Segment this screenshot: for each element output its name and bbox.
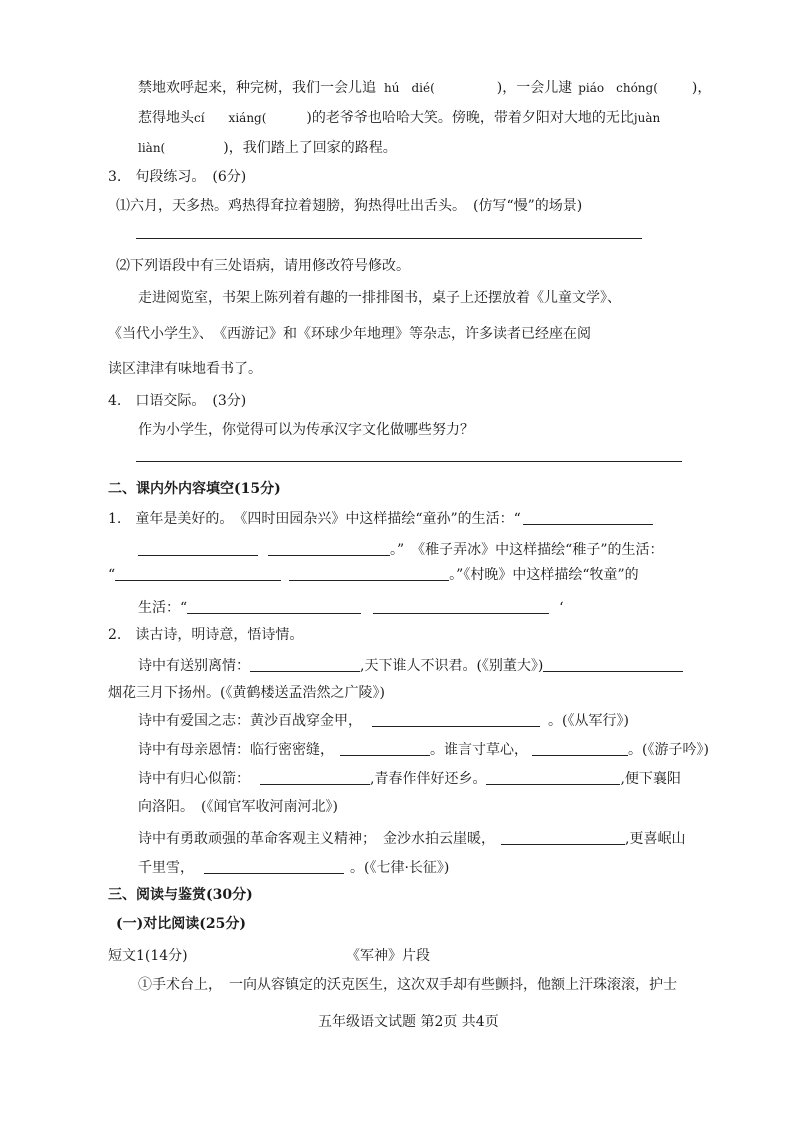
- question-4-title: 4. 口语交际。 (3分): [108, 393, 247, 409]
- answer-blank[interactable]: [187, 599, 361, 614]
- poem-line-5: 诗中有勇敢顽强的革命客观主义精神； 金沙水拍云崖暖， ,更喜岷山: [138, 831, 686, 847]
- answer-blank[interactable]: [373, 599, 549, 614]
- passage-line-1: 走进阅览室，书架上陈列着有趣的一排排图书，桌子上还摆放着《儿童文学》、: [138, 290, 621, 306]
- section-2-title: 二、课内外内容填空(15分): [108, 481, 281, 497]
- fill-q1-line-2: 。” 《稚子弄冰》中这样描绘“稚子”的生活：: [138, 540, 663, 560]
- answer-blank[interactable]: [340, 741, 430, 756]
- fill-q1-line-3: “ 。”《村晚》中这样描绘“牧童”的: [108, 567, 639, 583]
- answer-line-3-1[interactable]: [136, 238, 642, 239]
- answer-blank[interactable]: [268, 541, 390, 556]
- poem-line-4: 诗中有归心似箭： ,青春作伴好还乡。 ,便下襄阳: [138, 771, 681, 787]
- question-3-title: 3. 句段练习。 (6分): [108, 169, 247, 185]
- answer-blank[interactable]: [289, 566, 449, 581]
- answer-blank[interactable]: [543, 657, 683, 672]
- fill-pinyin-line-2: 惹得地头cí xiáng( )的老爷爷也哈哈大笑。傍晚，带着夕阳对大地的无比juàn: [138, 110, 661, 126]
- answer-blank[interactable]: [260, 770, 370, 785]
- answer-blank[interactable]: [486, 770, 620, 785]
- poem-line-1: 诗中有送别离情： ,天下谁人不识君。(《别董大》): [138, 656, 683, 676]
- section-3-subtitle: (一)对比阅读(25分): [116, 916, 246, 932]
- poem-line-5b: 千里雪， 。(《七律·长征》): [138, 860, 450, 876]
- passage-line-3: 读区津津有味地看书了。: [108, 361, 262, 377]
- passage-title: 《军神》片段: [346, 948, 430, 964]
- answer-blank[interactable]: [250, 657, 360, 672]
- question-3-2: ⑵下列语段中有三处语病，请用修改符号修改。: [116, 258, 410, 274]
- page-footer: 五年级语文试题 第2页 共4页: [318, 1014, 499, 1030]
- passage-label: 短文1(14分): [108, 948, 188, 964]
- answer-blank[interactable]: [372, 712, 540, 727]
- passage-paragraph-1: ①手术台上， 一向从容镇定的沃克医生，这次双手却有些颤抖，他额上汗珠滚滚，护士: [138, 977, 677, 993]
- answer-line-4[interactable]: [136, 461, 682, 462]
- poem-line-1b: 烟花三月下扬州。(《黄鹤楼送孟浩然之广陵》): [108, 685, 385, 701]
- passage-line-2: 《当代小学生》、 《西游记》和《环球少年地理》等杂志，许多读者已经座在阅: [108, 326, 591, 342]
- answer-blank[interactable]: [532, 741, 628, 756]
- fill-pinyin-line-3: liàn( )，我们踏上了回家的路程。: [138, 140, 397, 156]
- answer-blank[interactable]: [138, 541, 258, 556]
- poem-line-4b: 向洛阳。 (《闻官军收河南河北》): [138, 799, 338, 815]
- question-4-prompt: 作为小学生，你觉得可以为传承汉字文化做哪些努力？: [138, 422, 474, 438]
- answer-blank[interactable]: [115, 566, 281, 581]
- question-3-1: ⑴六月，天多热。鸡热得耷拉着翅膀，狗热得吐出舌头。 (仿写“慢”的场景): [116, 198, 583, 214]
- fill-pinyin-line-1: 禁地欢呼起来，种完树，我们一会儿追 hú dié( )，一会儿逮 piáo chóng( )，: [138, 80, 712, 96]
- answer-blank[interactable]: [523, 510, 653, 525]
- poem-line-3: 诗中有母亲恩情：临行密密缝， 。谁言寸草心， 。(《游子吟》): [138, 742, 709, 758]
- question-2-title: 2. 读古诗，明诗意，悟诗情。: [108, 627, 304, 643]
- poem-line-2: 诗中有爱国之志：黄沙百战穿金甲， 。(《从军行》): [138, 713, 629, 729]
- fill-q1-line-4: 生活：“ ‘: [138, 600, 564, 616]
- answer-blank[interactable]: [204, 859, 344, 874]
- answer-blank[interactable]: [501, 830, 625, 845]
- fill-q1-line-1: 1. 童年是美好的。 《四时田园杂兴》中这样描绘“童孙”的生活：“: [108, 509, 653, 529]
- section-3-title: 三、阅读与鉴赏(30分): [108, 887, 253, 903]
